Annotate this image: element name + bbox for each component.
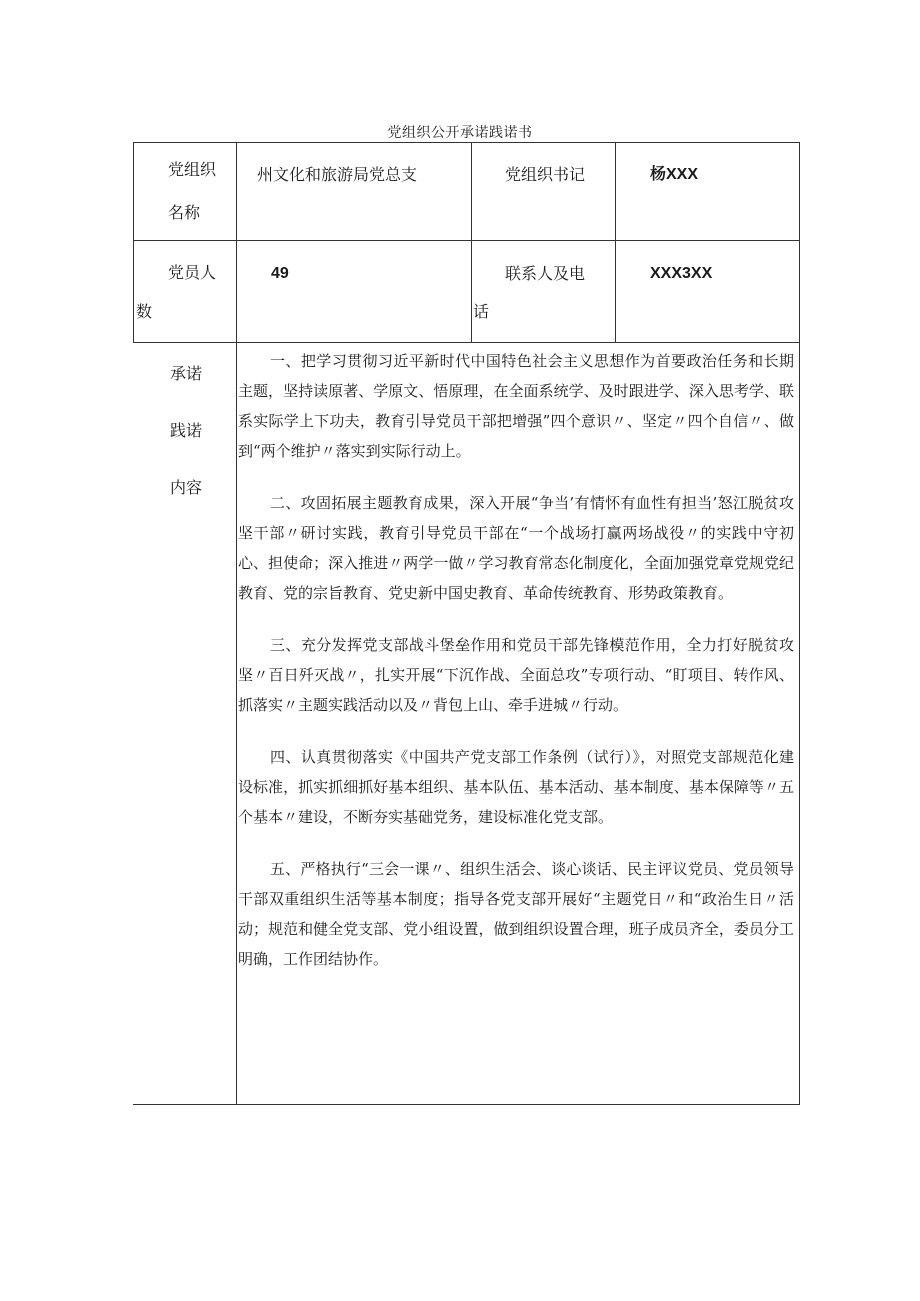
commitment-paragraph-4: 四、认真贯彻落实《中国共产党支部工作条例（试行）》，对照党支部规范化建设标准，抓实抓细抓好基本组织、基本队伍、基本活动、基本制度、基本保障等〃五个基本〃建设，不断夯实基础党务，建设标准化党支部。 [238,748,794,826]
table-border-top [133,142,800,143]
members-value: 49 [271,265,289,282]
secretary-value: 杨XXX [650,166,699,183]
table-col-divider-2 [471,142,472,342]
members-label-line1: 党员人 [168,263,217,282]
document-title: 党组织公开承诺践诺书 [387,125,533,141]
org-name-label-line2: 名称 [168,203,201,222]
commitment-label-line2: 践诺 [170,421,203,440]
commitment-label-line3: 内容 [170,478,203,497]
commitment-paragraph-3: 三、充分发挥党支部战斗堡垒作用和党员干部先锋模范作用，全力打好脱贫攻坚〃百日歼灭战〃，扎实开展“下沉作战、全面总攻”专项行动、“盯项目、转作风、抓落实〃主题实践活动以及〃背包上山、牵手进城〃行动。 [238,636,794,714]
table-col-divider-1 [236,142,237,1104]
contact-value: XXX3XX [650,265,713,282]
commitment-label-line1: 承诺 [170,364,203,383]
contact-label-line1: 联系人及电 [505,264,586,283]
table-col-divider-3 [615,142,616,342]
table-border-right [799,142,800,1104]
commitment-content [238,346,794,996]
commitment-paragraph-2: 二、攻固拓展主题教育成果，深入开展“争当’有情怀有血性有担当’怒江脱贫攻坚干部〃研讨实践，教育引导党员干部在“一个战场打赢两场战役〃的实践中守初心、担使命；深入推进〃两学一做〃学习教育常态化制度化，全面加强党章党规党纪教育、党的宗旨教育、党史新中国史教育、革命传统教育、形势政策教育。 [238,494,794,602]
commitment-paragraph-1: 一、把学习贯彻习近平新时代中国特色社会主义思想作为首要政治任务和长期主题，坚持读原著、学原文、悟原理，在全面系统学、及时跟进学、深入思考学、联系实际学上下功夫，教育引导党员干部把增强”四个意识〃、坚定〃四个自信〃、做到“两个维护〃落实到实际行动上。 [238,352,794,460]
org-name-label-line1: 党组织 [168,160,217,179]
org-name-value: 州文化和旅游局党总支 [257,165,418,184]
contact-label-line2: 话 [473,302,490,321]
table-row-divider-2 [133,342,800,343]
commitment-paragraph-5: 五、严格执行“三会一课〃、组织生活会、谈心谈话、民主评议党员、党员领导干部双重组织生活等基本制度；指导各党支部开展好“主题党日〃和“政治生日〃活动；规范和健全党支部、党小组设置，做到组织设置合理，班子成员齐全，委员分工明确，工作团结协作。 [238,860,794,968]
table-border-bottom [133,1104,800,1105]
table-row-divider-1 [133,240,800,241]
secretary-label: 党组织书记 [505,165,586,184]
members-label-line2: 数 [136,302,153,321]
table-border-left [133,142,134,342]
